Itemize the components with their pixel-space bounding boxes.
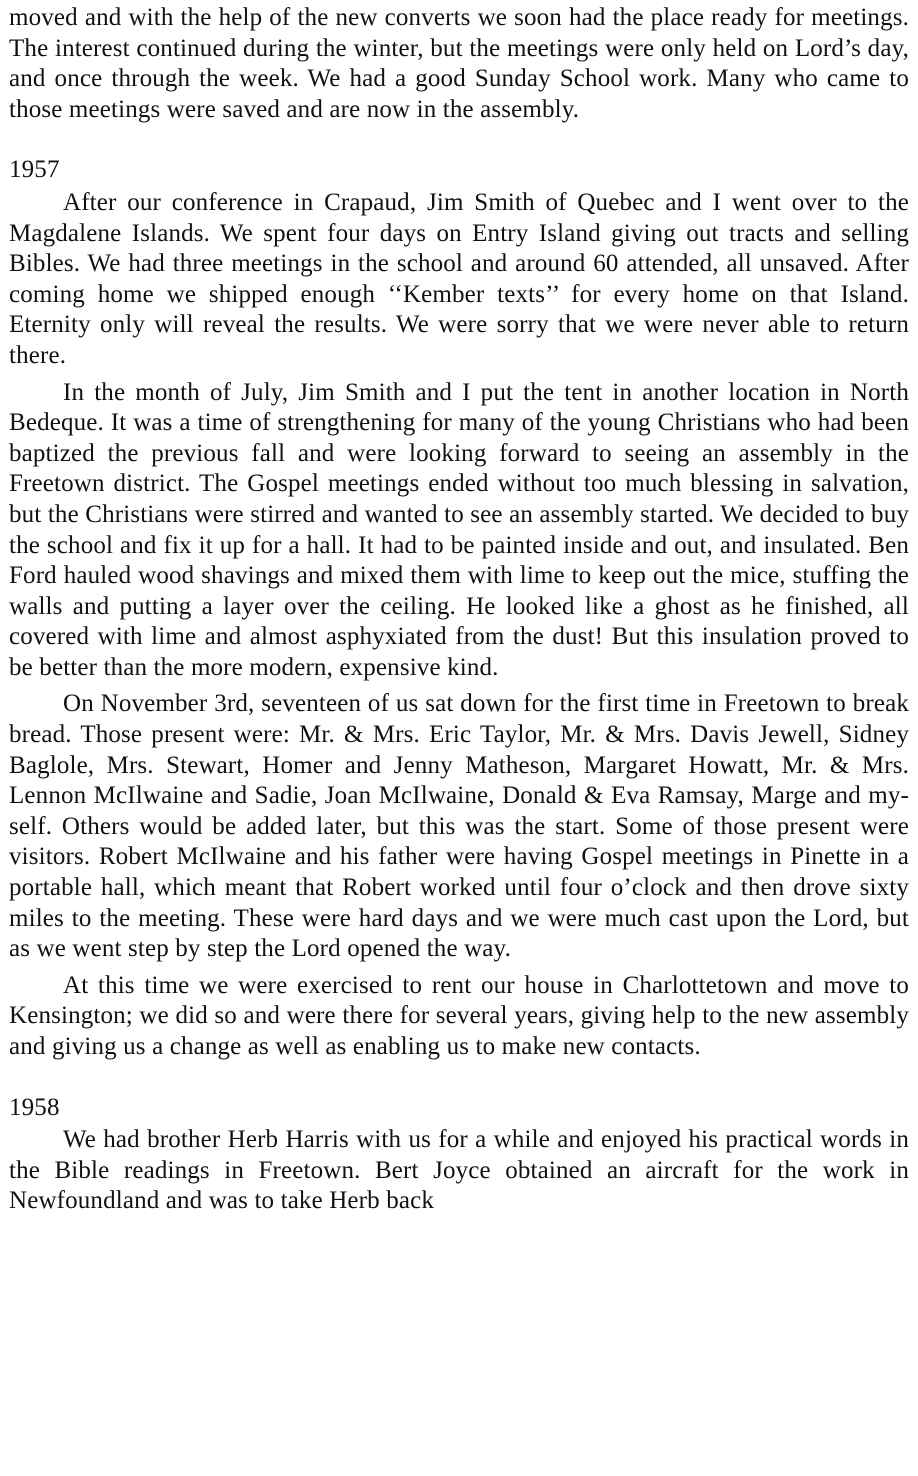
section-heading-1957: 1957 (9, 156, 60, 184)
paragraph-freetown-breaking-bread: On November 3rd, seventeen of us sat down for the first time in Freetown to break bread. Those present were: Mr. & Mrs. Eric Taylor, Mr. & Mrs. Davis Jewell, Sidney Baglole, Mrs. Stewart, Homer and Jenny Matheson, Margaret Howatt, Mr. & Mrs. Lennon McIlwaine and Sadie, Joan McIlwaine, Donald & Eva Ramsay, Marge and my-self. Others would be added later, but this was the start. Some of those present were visitors. Robert McIlwaine and his father were having Gospel meetings in Pinette in a portable hall, which meant that Robert worked until four o’clock and then drove sixty miles to the meeting. These were hard days and we were much cast upon the Lord, but as we went step by step the Lord opened the way. (9, 690, 909, 963)
paragraph-intro: moved and with the help of the new converts we soon had the place ready for meetings. The interest continued during the winter, but the meetings were only held on Lord’s day, and once through the week. We had a good Sunday School work. Many who came to those meetings were saved and are now in the assembly. (9, 4, 909, 123)
paragraph-herb-harris: We had brother Herb Harris with us for a while and enjoyed his practical words in the Bible readings in Freetown. Bert Joyce obtained an aircraft for the work in Newfoundland and was to take Herb back (9, 1126, 909, 1215)
paragraph-north-bedeque-tent: In the month of July, Jim Smith and I put the tent in another location in North Bedeque. It was a time of strengthening for many of the young Christians who had been baptized the previous fall and were looking forward to seeing an assembly in the Freetown district. The Gospel meetings ended without too much blessing in salvation, but the Christians were stirred and wanted to see an assembly started. We decided to buy the school and fix it up for a hall. It had to be painted inside and out, and insulated. Ben Ford hauled wood shavings and mixed them with lime to keep out the mice, stuffing the walls and putting a layer over the ceiling. He looked like a ghost as he finished, all covered with lime and almost asphyxiated from the dust! But this insulation proved to be better than the more modern, expensive kind. (9, 378, 909, 681)
paragraph-move-to-kensington: At this time we were exercised to rent our house in Charlottetown and move to Kensington; we did so and were there for several years, giving help to the new assembly and giving us a change as well as enabling us to make new contacts. (9, 971, 909, 1060)
paragraph-magdalene-islands: After our conference in Crapaud, Jim Smith of Quebec and I went over to the Magdalene Islands. We spent four days on Entry Island giving out tracts and selling Bibles. We had three meetings in the school and around 60 attended, all unsaved. After coming home we shipped enough ‘‘Kember texts’’ for every home on that Island. Eternity only will reveal the results. We were sorry that we were never able to return there. (9, 188, 909, 369)
document-page (9, 3, 909, 1217)
section-heading-1958: 1958 (9, 1093, 60, 1121)
